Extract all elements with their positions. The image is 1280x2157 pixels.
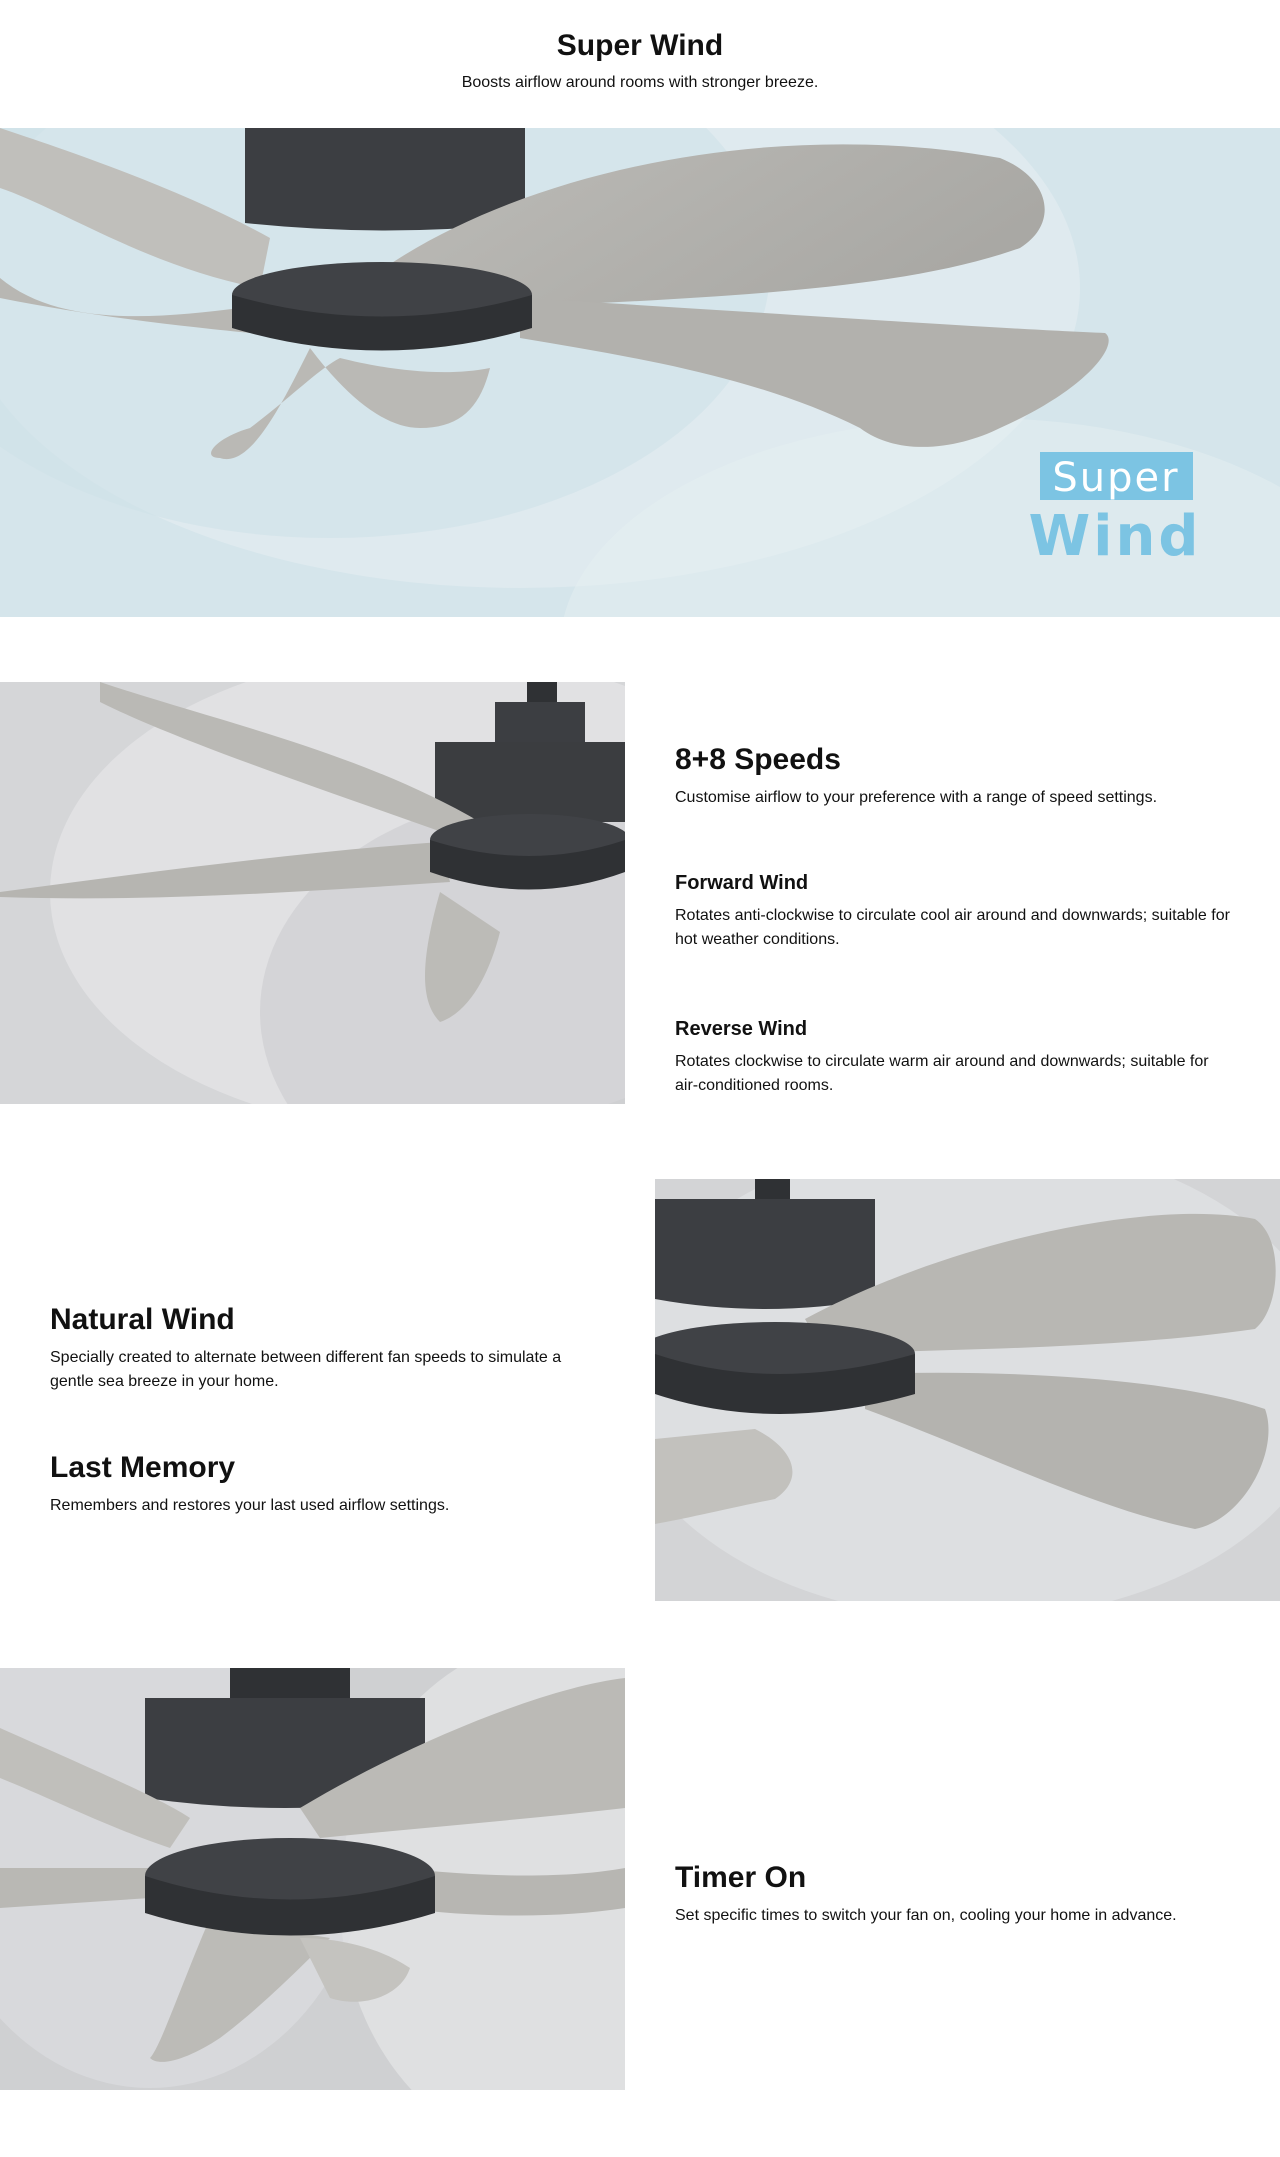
ceiling-fan-hero-illustration [0,128,1280,617]
ceiling-fan-illustration-b [655,1179,1280,1601]
feature-timer-on [675,1860,1235,1928]
feature-group-natural [50,1302,590,1518]
feature-title-reverse-wind: Reverse Wind [675,1018,808,1040]
fan-image-speeds [0,682,625,1104]
page-title: Super Wind [556,29,724,62]
feature-group-timer [675,1860,1235,1928]
feature-speeds [675,742,1235,810]
hero-fan-image [0,128,1280,617]
feature-forward-wind [675,870,1235,952]
feature-title-natural-wind: Natural Wind [50,1303,235,1336]
hero-header [0,28,1280,94]
feature-title-last-memory: Last Memory [50,1451,236,1484]
feature-title-speeds: 8+8 Speeds [675,743,841,776]
feature-natural-wind [50,1302,590,1394]
fan-image-natural-wind [655,1179,1280,1601]
feature-desc-last-memory: Remembers and restores your last used airflow settings. [50,1497,450,1514]
feature-desc-timer-on: Set specific times to switch your fan on, cooling your home in advance. [675,1907,1177,1924]
badge-text-bottom: Wind [1028,504,1202,569]
feature-desc-reverse-wind: Rotates clockwise to circulate warm air around and downwards; suitable for air-conditioned rooms. [675,1053,1209,1094]
feature-group-speeds [675,742,1235,1098]
feature-title-timer-on: Timer On [675,1861,807,1894]
ceiling-fan-illustration-a [0,682,625,1104]
feature-title-forward-wind: Forward Wind [675,872,809,894]
feature-reverse-wind [675,1016,1235,1098]
page-subtitle: Boosts airflow around rooms with stronger breeze. [461,74,819,91]
badge-text-top: Super [1052,455,1180,501]
feature-desc-forward-wind: Rotates anti-clockwise to circulate cool air around and downwards; suitable for hot weather conditions. [675,907,1230,948]
fan-image-timer [0,1668,625,2090]
feature-desc-natural-wind: Specially created to alternate between different fan speeds to simulate a gentle sea breeze in your home. [50,1349,562,1390]
feature-last-memory [50,1450,590,1518]
feature-desc-speeds: Customise airflow to your preference with a range of speed settings. [675,789,1158,806]
ceiling-fan-illustration-c [0,1668,625,2090]
